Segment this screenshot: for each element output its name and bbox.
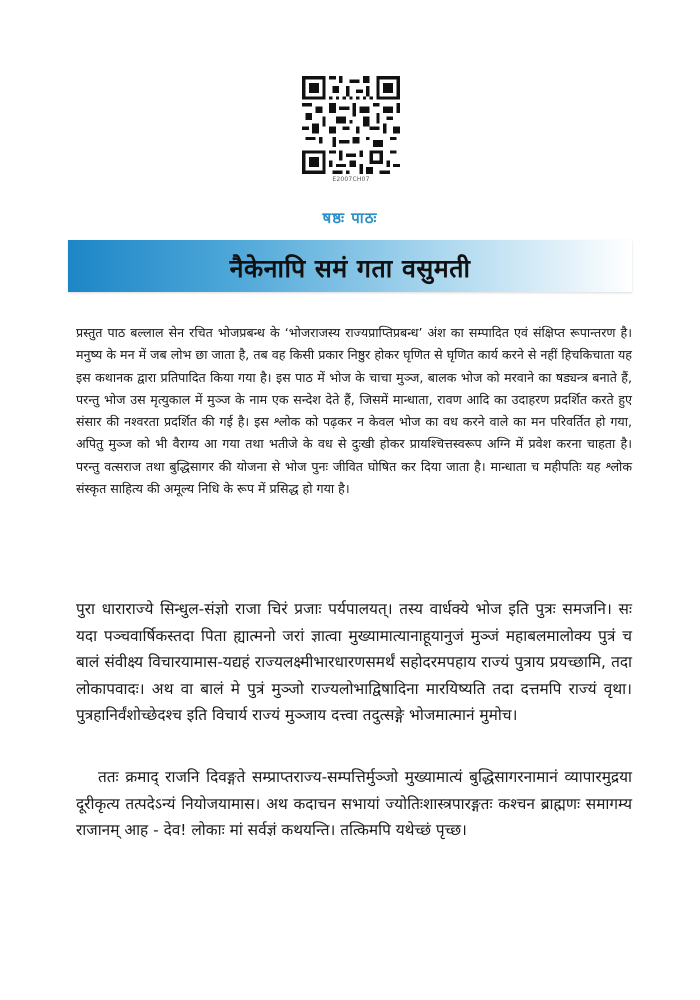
- lesson-title: नैकेनापि समं गता वसुमती: [229, 254, 471, 283]
- sanskrit-paragraph-1: पुरा धाराराज्ये सिन्धुल-संज्ञो राजा चिरं प्रजाः पर्यपालयत्। तस्य वार्धक्ये भोज इति पुत्रः समजनि। सः यदा पञ्चवार्षिकस्तदा पिता ह्यात्मनो जरां ज्ञात्वा मुख्यामात्यानाहूयानुजं मुञ्जं महाबलमालोक्य पुत्रं च बालं संवीक्ष्य विचारयामास-यद्यहं राज्यलक्ष्मीभारधारणसमर्थं सहोदरमपहाय राज्यं पुत्राय प्रयच्छामि, तदा लोकापवादः। अथ वा बालं मे पुत्रं मुञ्जो राज्यलोभाद्विषादिना मारयिष्यति तदा दत्तमपि राज्यं वृथा। पुत्रहानिर्वंशोच्छेदश्च इति विचार्य राज्यं मुञ्जाय दत्त्वा तदुत्सङ्गे भोजमात्मानं मुमोच।: [76, 600, 632, 725]
- qr-code-icon: [302, 76, 400, 174]
- sanskrit-paragraph-2: ततः क्रमाद् राजनि दिवङ्गते सम्प्राप्तराज्य-सम्पत्तिर्मुञ्जो मुख्यामात्यं बुद्धिसागरनामानं व्यापारमुद्रया दूरीकृत्य तत्पदेऽन्यं नियोजयामास। अथ कदाचन सभायां ज्योतिःशास्त्रपारङ्गतः कश्चन ब्राह्मणः समागम्य राजानम् आह - देव! लोकाः मां सर्वज्ञं कथयन्ति। तत्किमपि यथेच्छं पृच्छ।: [76, 768, 632, 840]
- intro-paragraph: प्रस्तुत पाठ बल्लाल सेन रचित भोजप्रबन्ध के ‘भोजराजस्य राज्यप्राप्तिप्रबन्ध’ अंश का सम्पादित एवं संक्षिप्त रूपान्तरण है। मनुष्य के मन में जब लोभ छा जाता है, तब वह किसी प्रकार निष्ठुर होकर घृणित से घृणित कार्य करने से नहीं हिचकिचाता यह इस कथानक द्वारा प्रतिपादित किया गया है। इस पाठ में भोज के चाचा मुञ्ज, बालक भोज को मरवाने का षड्यन्त्र बनाते हैं, परन्तु भोज उस मृत्युकाल में मुञ्ज के नाम एक सन्देश देते हैं, जिसमें मान्धाता, रावण आदि का उदाहरण प्रदर्शित करते हुए संसार की नश्वरता प्रदर्शित की गई है। इस श्लोक को पढ़कर न केवल भोज का वध करने वाले का मन परिवर्तित हो गया, अपितु मुञ्ज को भी वैराग्य आ गया तथा भतीजे के वध से दुःखी होकर प्रायश्चित्तस्वरूप अग्नि में प्रवेश करना चाहता है। परन्तु वत्सराज तथा बुद्धिसागर की योजना से भोज पुनः जीवित घोषित कर दिया जाता है। मान्धाता च महीपतिः यह श्लोक संस्कृत साहित्य की अमूल्य निधि के रूप में प्रसिद्ध हो गया है।: [76, 325, 632, 497]
- qr-code-label: E2007CH07: [332, 176, 370, 183]
- lesson-number: षष्ठः पाठः: [322, 209, 378, 227]
- title-banner: [68, 240, 632, 292]
- qr-code-block: [302, 76, 400, 183]
